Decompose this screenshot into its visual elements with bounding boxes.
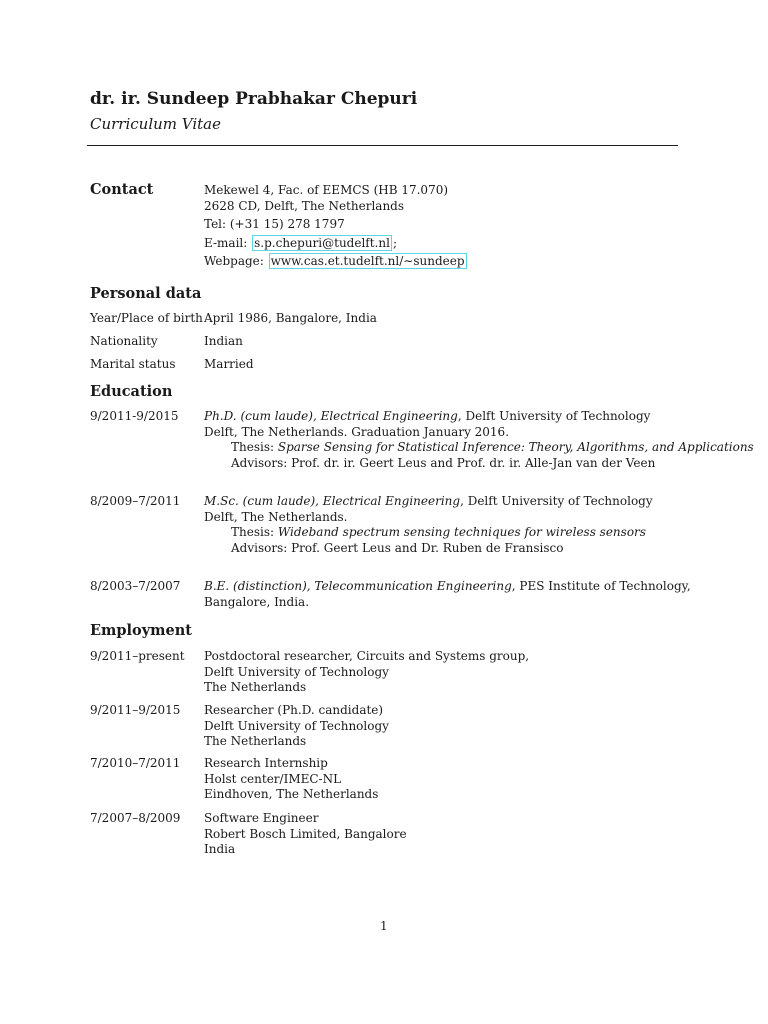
emp-entry-2: Researcher (Ph.D. candidate) Delft University of Technology The Netherlands (204, 703, 389, 749)
emp-date-2: 9/2011–9/2015 (90, 703, 181, 717)
emp-date-1: 9/2011–present (90, 649, 185, 663)
edu-thesis-msc: Thesis: Wideband spectrum sensing techniques for wireless sensors (231, 525, 646, 540)
edu-inst-msc: , Delft University of Technology (460, 494, 653, 508)
tel-line: Tel: (+31 15) 278 1797 (204, 217, 345, 232)
section-personal-heading: Personal data (90, 285, 202, 302)
web-line (204, 254, 468, 270)
web-label: Webpage: (204, 254, 264, 269)
edu-line2-msc: Delft, The Netherlands. (204, 509, 348, 524)
cv-name: dr. ir. Sundeep Prabhakar Chepuri (90, 89, 418, 109)
email-link[interactable]: s.p.chepuri@tudelft.nl (254, 235, 390, 250)
cv-subtitle: Curriculum Vitae (90, 115, 222, 133)
edu-advisors-msc: Advisors: Prof. Geert Leus and Dr. Ruben de Fransisco (231, 540, 564, 555)
email-label: E-mail: (204, 235, 248, 250)
section-contact-heading: Contact (90, 181, 154, 198)
address-line-2: 2628 CD, Delft, The Netherlands (204, 198, 405, 213)
edu-advisors-phd: Advisors: Prof. dr. ir. Geert Leus and Prof. dr. ir. Alle-Jan van der Veen (231, 455, 656, 470)
edu-degree-msc: M.Sc. (cum laude), Electrical Engineering (204, 494, 461, 508)
web-link[interactable]: www.cas.et.tudelft.nl/∼sundeep (270, 254, 465, 269)
edu-date-be: 8/2003–7/2007 (90, 579, 181, 593)
edu-date-msc: 8/2009–7/2011 (90, 494, 181, 508)
edu-entry-phd (204, 409, 754, 471)
address-line-1: Mekewel 4, Fac. of EEMCS (HB 17.070) (204, 183, 449, 197)
edu-degree-be: B.E. (distinction), Telecommunication Engineering (204, 579, 512, 593)
email-line (204, 236, 468, 252)
emp-date-4: 7/2007–8/2009 (90, 811, 181, 825)
emp-entry-1: Postdoctoral researcher, Circuits and Systems group, Delft University of Technology The Netherlands (204, 649, 530, 695)
section-education-heading: Education (90, 383, 173, 400)
edu-entry-msc (204, 494, 653, 556)
edu-line2-be: Bangalore, India. (204, 594, 310, 609)
personal-value-marital: Married (204, 357, 254, 371)
personal-label-birth: Year/Place of birth (90, 311, 203, 325)
header-rule (87, 145, 678, 146)
personal-value-nationality: Indian (204, 334, 243, 348)
emp-date-3: 7/2010–7/2011 (90, 756, 181, 770)
edu-entry-be (204, 579, 691, 610)
personal-value-birth: April 1986, Bangalore, India (204, 311, 377, 325)
edu-inst-phd: , Delft University of Technology (457, 409, 651, 423)
emp-entry-3: Research Internship Holst center/IMEC-NL Eindhoven, The Netherlands (204, 756, 379, 802)
edu-degree-phd: Ph.D. (cum laude), Electrical Engineering (204, 409, 458, 423)
edu-date-phd: 9/2011-9/2015 (90, 409, 179, 423)
personal-label-marital: Marital status (90, 357, 176, 371)
edu-line2-phd: Delft, The Netherlands. Graduation January 2016. (204, 424, 510, 439)
section-employment-heading: Employment (90, 622, 192, 639)
email-suffix: ; (392, 235, 397, 250)
contact-block (204, 183, 468, 270)
page-number: 1 (380, 919, 388, 933)
personal-label-nationality: Nationality (90, 334, 158, 348)
edu-thesis-phd: Thesis: Sparse Sensing for Statistical Inference: Theory, Algorithms, and Applications (231, 440, 754, 455)
emp-entry-4: Software Engineer Robert Bosch Limited, Bangalore India (204, 811, 407, 857)
edu-inst-be: , PES Institute of Technology, (511, 579, 691, 593)
